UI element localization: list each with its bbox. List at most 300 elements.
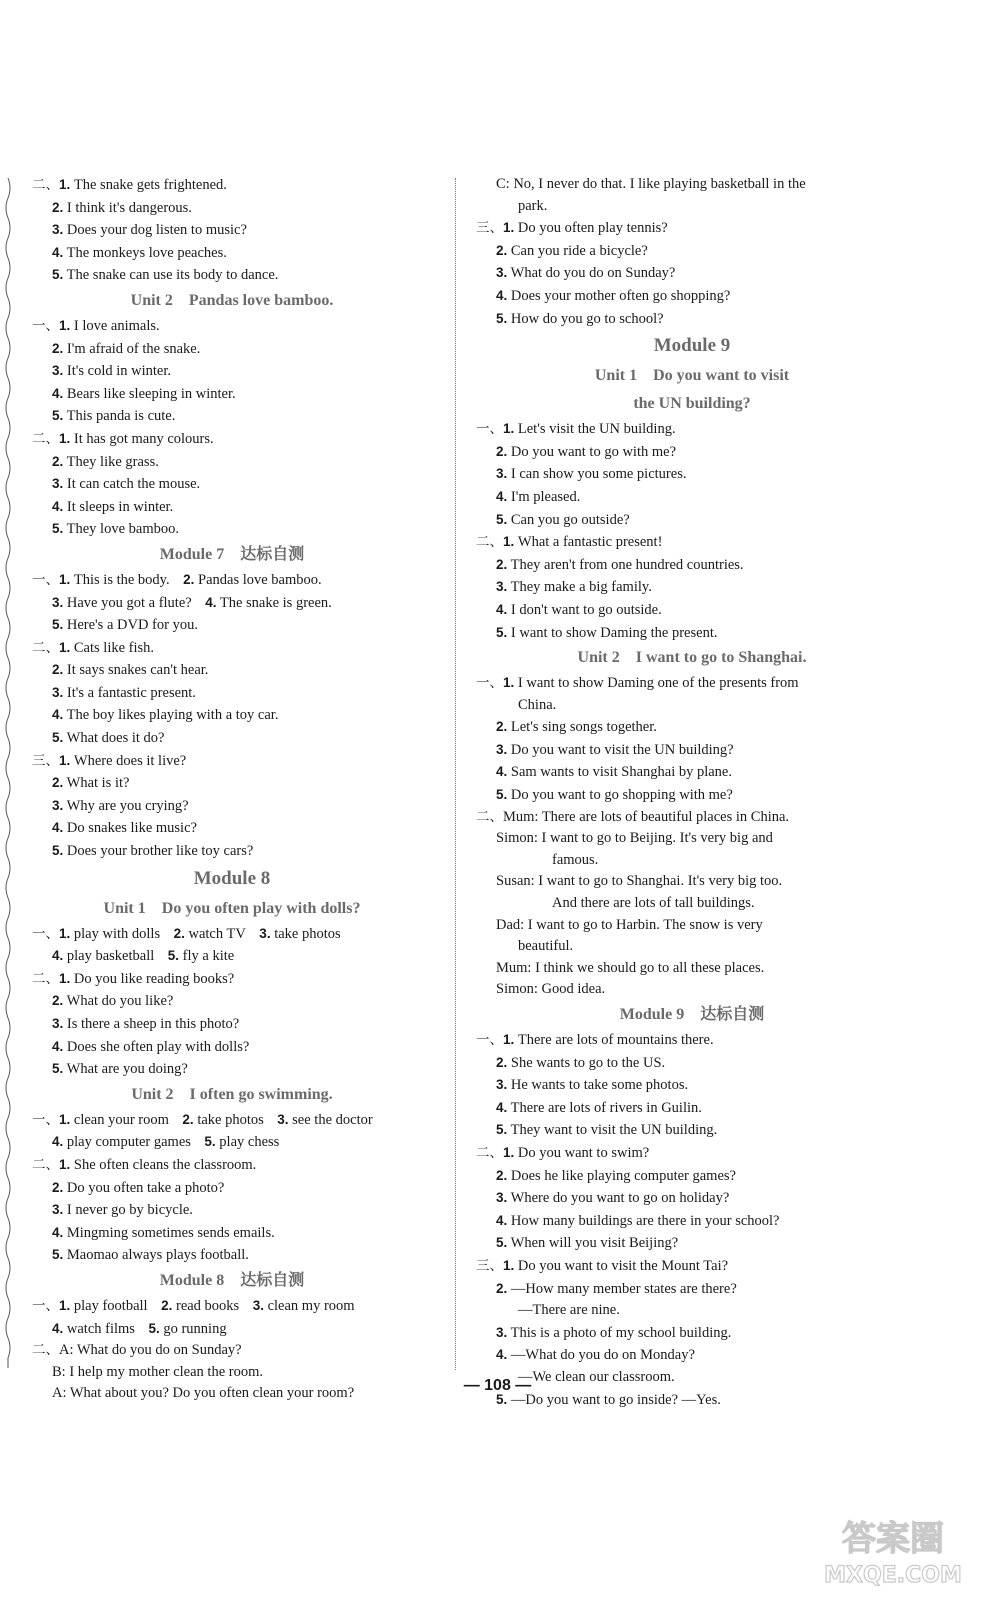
answer-text: Susan: I want to go to Shanghai. It's very big too.: [496, 873, 783, 890]
answer-text: When will you visit Beijing?: [507, 1235, 679, 1252]
answer-line: [476, 695, 908, 717]
answer-line: [32, 1058, 432, 1081]
item-number: 4.: [52, 498, 64, 514]
answer-line: [32, 704, 432, 727]
item-number: 2.: [496, 443, 508, 459]
answer-line: [32, 945, 432, 968]
answer-text: The monkeys love peaches.: [63, 244, 227, 261]
item-number: 2.: [169, 571, 195, 587]
answer-line: [476, 1278, 908, 1301]
answer-text: Does your dog listen to music?: [63, 222, 247, 239]
answer-line: [32, 383, 432, 406]
answer-line: [32, 659, 432, 682]
section-marker: 一、: [32, 1297, 59, 1314]
item-number: 4.: [496, 764, 508, 780]
answer-text: Dad: I want to go to Harbin. The snow is very: [496, 916, 763, 933]
answer-line: [32, 264, 432, 287]
answer-text: Mum: I think we should go to all these places.: [496, 959, 765, 976]
answer-text: It sleeps in winter.: [63, 498, 174, 515]
item-number: 2.: [496, 719, 508, 735]
answer-line: [476, 486, 908, 509]
answer-line: [32, 923, 432, 946]
item-number: 5.: [190, 1134, 216, 1150]
answer-text: They like grass.: [63, 453, 159, 470]
answer-text: I love animals.: [70, 317, 160, 334]
item-number: 5.: [52, 843, 64, 859]
section-marker: 二、: [32, 639, 59, 656]
answer-line: [32, 1340, 432, 1362]
answer-text: The snake can use its body to dance.: [63, 267, 279, 284]
answer-text: It's a fantastic present.: [63, 684, 196, 701]
item-number: 4.: [496, 601, 508, 617]
answer-line: [32, 1318, 432, 1341]
item-number: 4.: [52, 1224, 64, 1240]
item-number: 1.: [59, 177, 71, 192]
item-number: 1.: [59, 571, 71, 587]
answer-line: [32, 219, 432, 242]
answer-line: [476, 672, 908, 695]
answer-line: [32, 197, 432, 220]
item-number: 3.: [52, 363, 64, 379]
answer-text: Where do you want to go on holiday?: [507, 1190, 730, 1207]
section-marker: 一、: [476, 421, 503, 438]
section-heading: Unit 2 Pandas love bamboo.: [130, 291, 334, 309]
answer-line: [32, 727, 432, 750]
section-marker: 二、: [32, 1156, 59, 1173]
section-marker: 一、: [32, 317, 59, 334]
section-marker: 二、: [32, 970, 59, 987]
answer-text: play football: [70, 1297, 148, 1314]
item-number: 3.: [52, 684, 64, 700]
item-number: 5.: [496, 310, 508, 326]
answer-text: Have you got a flute?: [63, 594, 192, 611]
answer-line: [476, 850, 908, 872]
item-number: 3.: [52, 222, 64, 238]
answer-text: Does she often play with dolls?: [63, 1038, 250, 1055]
answer-text: Cats like fish.: [70, 639, 155, 656]
item-number: 4.: [52, 1038, 64, 1054]
section-heading: Unit 1 Do you want to visit: [594, 367, 790, 385]
answer-line: [32, 1013, 432, 1036]
item-number: 3.: [52, 476, 64, 492]
answer-text: Where does it live?: [70, 752, 187, 769]
answer-text: Pandas love bamboo.: [194, 571, 322, 588]
item-number: 4.: [496, 1347, 508, 1363]
answer-text: There are lots of rivers in Guilin.: [507, 1099, 702, 1116]
answer-line: [32, 614, 432, 637]
answer-text: watch TV: [184, 925, 246, 942]
answer-text: Here's a DVD for you.: [63, 617, 198, 634]
answer-text: famous.: [552, 851, 599, 868]
item-number: 5.: [52, 730, 64, 746]
item-number: 1.: [503, 1032, 515, 1047]
answer-line: [476, 893, 908, 915]
item-number: 4.: [496, 287, 508, 303]
answer-line: [32, 315, 432, 338]
answer-line: [32, 990, 432, 1013]
item-number: 1.: [59, 430, 71, 446]
answer-text: I don't want to go outside.: [507, 601, 662, 618]
answer-text: What are you doing?: [63, 1061, 188, 1078]
answer-text: She wants to go to the US.: [507, 1054, 666, 1071]
column-divider: [455, 178, 456, 1370]
section-marker: 三、: [32, 752, 59, 769]
answer-line: [32, 242, 432, 265]
answer-line: [476, 1165, 908, 1188]
item-number: 4.: [52, 1320, 64, 1336]
answer-line: [32, 1109, 432, 1132]
item-number: 1.: [59, 1297, 71, 1313]
answer-text: Simon: Good idea.: [496, 981, 606, 998]
answer-line: [476, 262, 908, 285]
answer-text: They make a big family.: [507, 579, 652, 596]
answer-line: [32, 1154, 432, 1177]
item-number: 5.: [52, 521, 64, 537]
answer-line: [32, 1036, 432, 1059]
answer-text: The snake gets frightened.: [70, 177, 227, 193]
item-number: 1.: [503, 1144, 515, 1160]
answer-text: This is the body.: [70, 571, 170, 588]
answer-text: Do you often take a photo?: [63, 1179, 225, 1196]
answer-line: [32, 496, 432, 519]
section-heading: Unit 2 I want to go to Shanghai.: [577, 649, 807, 667]
answer-line: [32, 1222, 432, 1245]
answer-text: fly a kite: [179, 948, 235, 965]
item-number: 2.: [160, 925, 185, 941]
answer-line: [32, 772, 432, 795]
section-heading: Module 9 达标自测: [619, 1006, 765, 1023]
item-number: 1.: [59, 970, 71, 986]
answer-text: They want to visit the UN building.: [507, 1122, 718, 1139]
answer-text: Bears like sleeping in winter.: [63, 385, 236, 402]
item-number: 4.: [52, 385, 64, 401]
section-marker: 三、: [476, 1257, 503, 1274]
item-number: 1.: [59, 1156, 71, 1172]
answer-text: I can show you some pictures.: [507, 466, 687, 483]
item-number: 5.: [496, 1122, 508, 1138]
answer-text: How do you go to school?: [507, 310, 664, 327]
item-number: 5.: [134, 1320, 160, 1336]
item-number: 2.: [496, 1054, 508, 1070]
answer-line: [32, 592, 432, 615]
answer-line: [476, 441, 908, 464]
item-number: 5.: [52, 617, 64, 633]
item-number: 4.: [496, 1212, 508, 1228]
section-marker: 一、: [476, 675, 503, 692]
item-number: 2.: [52, 775, 64, 791]
answer-line: [476, 936, 908, 958]
answer-text: I want to show Daming one of the presents from: [514, 675, 799, 692]
item-number: 4.: [52, 820, 64, 836]
answer-line: [476, 308, 908, 331]
answer-text: Is there a sheep in this photo?: [63, 1016, 240, 1032]
answer-text: What do you like?: [63, 993, 174, 1010]
answer-line: [32, 637, 432, 660]
item-number: 1.: [503, 534, 515, 550]
answer-line: [476, 285, 908, 308]
item-number: 5.: [496, 624, 508, 640]
watermark-logo: [813, 1510, 973, 1590]
item-number: 3.: [496, 579, 508, 595]
answer-text: How many buildings are there in your school?: [507, 1212, 780, 1229]
section-heading: Unit 1 Do you often play with dolls?: [103, 899, 361, 917]
answer-text: Do you want to go shopping with me?: [507, 787, 733, 804]
answer-text: —There are nine.: [518, 1302, 620, 1319]
answer-line: [476, 1119, 908, 1142]
item-number: 5.: [154, 948, 180, 964]
section-marker: 二、: [476, 1144, 503, 1161]
answer-text: Does he like playing computer games?: [507, 1167, 736, 1184]
answer-text: I'm pleased.: [507, 488, 581, 505]
answer-line: [476, 1074, 908, 1097]
answer-text: They love bamboo.: [63, 521, 179, 538]
section-heading: Unit 2 I often go swimming.: [131, 1085, 333, 1103]
answer-text: go running: [159, 1320, 227, 1337]
item-number: 1.: [503, 421, 515, 437]
section-marker: 二、: [32, 430, 59, 447]
answer-text: It's cold in winter.: [63, 363, 171, 380]
section-heading: Module 8 达标自测: [159, 1271, 305, 1289]
answer-line: [476, 1097, 908, 1120]
answer-line: [476, 622, 908, 645]
answer-text: B: I help my mother clean the room.: [52, 1363, 264, 1380]
answer-text: What a fantastic present!: [514, 534, 663, 551]
item-number: 4.: [52, 244, 64, 260]
answer-line: [476, 761, 908, 784]
answer-text: Let's visit the UN building.: [514, 421, 676, 438]
item-number: 4.: [191, 594, 217, 610]
answer-text: And there are lots of tall buildings.: [552, 895, 755, 912]
answer-text: beautiful.: [518, 938, 574, 955]
answer-line: [476, 217, 908, 240]
answer-text: Maomao always plays football.: [63, 1247, 249, 1264]
item-number: 1.: [59, 925, 71, 941]
section-marker: 一、: [32, 925, 59, 942]
answer-text: play basketball: [63, 948, 155, 965]
answer-text: Mingming sometimes sends emails.: [63, 1224, 275, 1241]
item-number: 3.: [52, 1202, 64, 1218]
item-number: 2.: [52, 993, 64, 1009]
answer-line: [476, 531, 908, 554]
answer-text: play computer games: [63, 1134, 191, 1151]
item-number: 2.: [168, 1111, 194, 1127]
answer-text: What is it?: [63, 775, 130, 792]
answer-line: [476, 1187, 908, 1210]
item-number: 1.: [59, 639, 71, 655]
item-number: 3.: [239, 1297, 264, 1313]
item-number: 1.: [59, 752, 71, 768]
answer-line: [32, 338, 432, 361]
answer-text: Let's sing songs together.: [507, 719, 657, 736]
answer-text: take photos: [270, 925, 341, 942]
item-number: 3.: [263, 1111, 289, 1127]
answer-text: Simon: I want to go to Beijing. It's very big and: [496, 830, 773, 847]
answer-text: I think it's dangerous.: [63, 199, 192, 216]
answer-text: —How many member states are there?: [507, 1280, 737, 1297]
answer-text: They aren't from one hundred countries.: [507, 556, 744, 573]
item-number: 5.: [52, 408, 64, 424]
item-number: 2.: [496, 1167, 508, 1183]
item-number: 1.: [59, 1111, 71, 1127]
answer-text: This is a photo of my school building.: [507, 1324, 732, 1341]
section-heading: the UN building?: [633, 395, 751, 413]
item-number: 3.: [496, 265, 508, 281]
section-marker: 一、: [32, 1111, 59, 1128]
item-number: 2.: [496, 556, 508, 572]
item-number: 4.: [52, 1134, 64, 1150]
answer-line: [476, 1052, 908, 1075]
item-number: 2.: [52, 1179, 64, 1195]
answer-line: [32, 428, 432, 451]
answer-text: watch films: [63, 1320, 135, 1337]
answer-line: [476, 828, 908, 850]
answer-line: [476, 599, 908, 622]
item-number: 3.: [245, 925, 271, 941]
answer-line: [476, 1300, 908, 1322]
item-number: 3.: [496, 741, 508, 757]
answer-line: [32, 1131, 432, 1154]
answer-text: see the doctor: [288, 1111, 373, 1128]
answer-text: park.: [518, 197, 548, 214]
answer-line: [476, 716, 908, 739]
item-number: 2.: [52, 340, 64, 356]
answer-text: Mum: There are lots of beautiful places in China.: [503, 808, 790, 825]
section-marker: 一、: [32, 571, 59, 588]
answer-text: Can you ride a bicycle?: [507, 242, 648, 259]
item-number: 5.: [496, 787, 508, 803]
item-number: 4.: [52, 707, 64, 723]
answer-line: [476, 174, 908, 196]
page-edge-decoration: [4, 178, 12, 1368]
answer-text: clean your room: [70, 1111, 169, 1128]
item-number: 2.: [496, 1280, 508, 1296]
answer-text: clean my room: [263, 1297, 355, 1314]
answer-text: Do you like reading books?: [70, 970, 235, 987]
item-number: 5.: [52, 1247, 64, 1263]
answer-line: [476, 1142, 908, 1165]
answer-line: [32, 750, 432, 773]
answer-text: Do you want to go with me?: [507, 443, 677, 460]
answer-line: [32, 405, 432, 428]
item-number: 3.: [496, 1324, 508, 1340]
answer-line: [476, 576, 908, 599]
answer-text: Can you go outside?: [507, 511, 630, 528]
answer-line: [32, 1244, 432, 1267]
left-column: [32, 174, 432, 1405]
answer-text: Do you want to visit the Mount Tai?: [514, 1257, 729, 1274]
item-number: 5.: [52, 267, 64, 283]
watermark-bottom-text: MXQE.COM: [824, 1563, 962, 1588]
answer-text: —We clean our classroom.: [518, 1368, 675, 1385]
answer-line: [476, 915, 908, 937]
item-number: 2.: [147, 1297, 173, 1313]
section-marker: 二、: [32, 1342, 59, 1359]
answer-line: [476, 1029, 908, 1052]
item-number: 3.: [496, 466, 508, 482]
answer-line: [32, 1295, 432, 1318]
answer-line: [476, 240, 908, 263]
answer-text: Do you want to visit the UN building?: [507, 741, 734, 758]
answer-line: [32, 569, 432, 592]
answer-text: It can catch the mouse.: [63, 476, 201, 493]
answer-line: [476, 196, 908, 218]
item-number: 3.: [496, 1077, 508, 1093]
answer-text: play with dolls: [70, 925, 161, 942]
answer-text: C: No, I never do that. I like playing basketball in the: [496, 176, 806, 192]
module-title: Module 9: [653, 335, 731, 357]
answer-text: Why are you crying?: [63, 797, 189, 814]
item-number: 1.: [503, 675, 515, 691]
section-marker: 一、: [476, 1032, 503, 1048]
answer-line: [32, 795, 432, 818]
answer-line: [32, 682, 432, 705]
item-number: 1.: [503, 1257, 515, 1273]
answer-line: [32, 968, 432, 991]
section-marker: 二、: [32, 177, 59, 193]
section-marker: 三、: [476, 220, 503, 237]
answer-text: Do you want to swim?: [514, 1144, 650, 1161]
answer-text: —Do you want to go inside? —Yes.: [507, 1391, 721, 1408]
answer-line: [476, 1322, 908, 1345]
answer-line: [32, 1199, 432, 1222]
answer-text: China.: [518, 696, 557, 713]
item-number: 3.: [496, 1190, 508, 1206]
answer-line: [476, 1210, 908, 1233]
item-number: 5.: [496, 1235, 508, 1251]
answer-text: Do you often play tennis?: [514, 220, 668, 237]
page-number: — 108 —: [463, 1377, 532, 1394]
item-number: 2.: [496, 242, 508, 258]
section-heading: Module 7 达标自测: [159, 545, 305, 563]
answer-line: [32, 451, 432, 474]
answer-line: [476, 807, 908, 829]
item-number: 3.: [52, 1016, 64, 1031]
answer-line: [476, 1232, 908, 1255]
answer-line: [476, 739, 908, 762]
item-number: 3.: [52, 594, 64, 610]
answer-text: Does your mother often go shopping?: [507, 287, 731, 304]
answer-line: [476, 418, 908, 441]
answer-text: play chess: [215, 1134, 280, 1151]
item-number: 5.: [496, 511, 508, 527]
answer-line: [32, 360, 432, 383]
item-number: 1.: [503, 220, 515, 236]
section-marker: 二、: [476, 808, 503, 825]
answer-line: [32, 473, 432, 496]
answer-line: [476, 1344, 908, 1367]
item-number: 2.: [52, 662, 64, 678]
answer-line: [32, 518, 432, 541]
answer-line: [32, 817, 432, 840]
answer-text: The snake is green.: [216, 594, 332, 611]
answer-text: Do snakes like music?: [63, 820, 197, 837]
answer-text: I'm afraid of the snake.: [63, 340, 201, 357]
answer-text: What does it do?: [63, 730, 165, 747]
answer-text: I want to show Daming the present.: [507, 624, 718, 641]
item-number: 5.: [52, 1061, 64, 1077]
answer-line: [476, 958, 908, 980]
answer-text: —What do you do on Monday?: [507, 1347, 695, 1364]
item-number: 4.: [52, 948, 64, 964]
answer-line: [476, 509, 908, 532]
answer-text: What do you do on Sunday?: [507, 265, 676, 282]
answer-text: read books: [172, 1297, 240, 1314]
section-marker: 二、: [476, 534, 503, 551]
watermark-top-text: 答案圈: [842, 1519, 944, 1559]
answer-line: [476, 871, 908, 893]
answer-text: take photos: [193, 1111, 264, 1128]
answer-text: A: What about you? Do you often clean your room?: [52, 1385, 355, 1402]
